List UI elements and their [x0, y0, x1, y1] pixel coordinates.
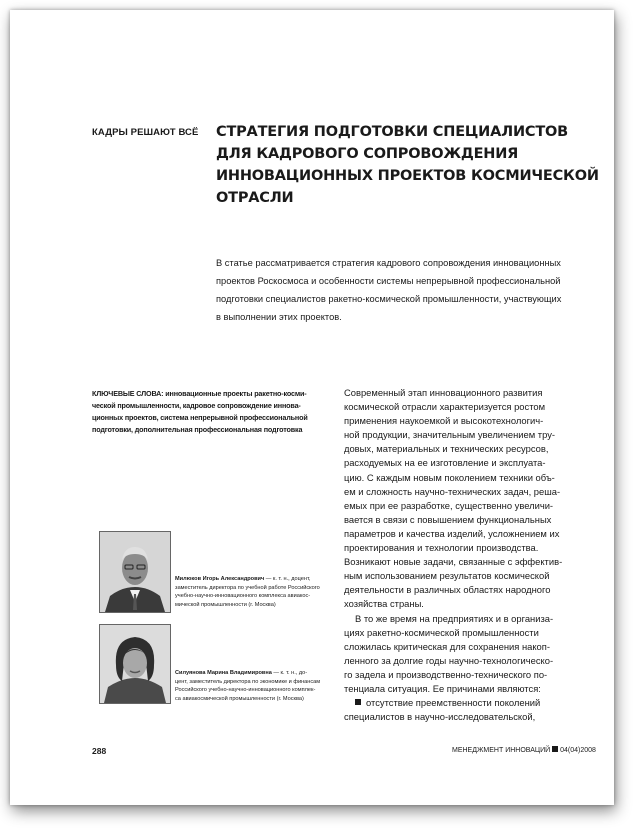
body-line: Возникают новые задачи, связанные с эффектив- [344, 556, 563, 568]
man-portrait-icon [100, 532, 170, 612]
bullet-text: отсутствие преемственности поколений [366, 697, 541, 709]
abstract-line: в выполнении этих проектов. [216, 312, 342, 322]
square-bullet-icon [355, 699, 361, 705]
body-line: проектирования и технологии производства. [344, 542, 539, 554]
title-line: ОТРАСЛИ [216, 190, 294, 206]
body-line: ленного за долгие годы научно-технологическо- [344, 654, 554, 666]
body-line: циях ракетно-космической промышленности [344, 626, 539, 638]
body-line: космической отрасли характеризуется ростом [344, 401, 546, 413]
body-line: расходуемых на ее изготовление и эксплуата- [344, 457, 546, 469]
abstract-line: В статье рассматривается стратегия кадрового сопровождения инновационных [216, 258, 561, 268]
title-line: ДЛЯ КАДРОВОГО СОПРОВОЖДЕНИЯ [216, 146, 519, 162]
author-bio [175, 575, 335, 609]
article-title [216, 121, 599, 209]
author-bio-line: Российского учебно-научно-инновационного комплек- [175, 687, 316, 693]
journal-page [10, 10, 614, 805]
author-photo [99, 624, 171, 704]
author-name: Силуянова Марина Владимировна [175, 670, 272, 676]
body-line: ем и сложность научно-технических задач, реша- [344, 485, 561, 497]
journal-name: МЕНЕДЖМЕНТ ИННОВАЦИЙ [452, 747, 551, 754]
square-separator-icon [552, 746, 558, 752]
author-bio [175, 669, 335, 703]
journal-footer [452, 746, 596, 754]
title-line: ИННОВАЦИОННЫХ ПРОЕКТОВ КОСМИЧЕСКОЙ [216, 168, 599, 184]
body-line: хозяйства страны. [344, 598, 424, 610]
author-degree: — к. т. н., до- [271, 670, 308, 676]
bullet-item [344, 696, 604, 710]
body-line: Современный этап инновационного развития [344, 387, 543, 398]
author-bio-line [175, 575, 335, 584]
keywords-line: ческой промышленности, кадровое сопровождение иннова- [92, 401, 301, 410]
body-line: сложилась критическая для сохранения накоп- [344, 640, 550, 652]
author-name: Милюков Игорь Александрович [175, 576, 265, 582]
section-label: КАДРЫ РЕШАЮТ ВСЁ [92, 127, 199, 138]
body-line: ным использованием результатов космической [344, 570, 550, 582]
body-line: тенциала ситуация. Ее причинами являются: [344, 682, 541, 694]
abstract-line: подготовки специалистов ракетно-космической промышленности, участвующих [216, 294, 562, 304]
body-line: вается в связи с повышением функциональных [344, 513, 552, 525]
author-bio-line: учебно-научно-инновационного комплекса авиакос- [175, 593, 311, 599]
abstract-line: проектов Роскосмоса и особенности системы непрерывной профессиональной [216, 276, 561, 286]
body-line: довых, материальных и технических ресурсов, [344, 443, 549, 455]
author-photo [99, 531, 171, 613]
body-text [344, 386, 604, 724]
journal-issue: 04(04)2008 [560, 747, 596, 754]
keywords-line: подготовки, дополнительная профессиональная подготовка [92, 425, 303, 434]
body-line: применения наукоемкой и высокотехнологич- [344, 415, 544, 427]
author-bio-line: мической промышленности (г. Москва) [175, 601, 276, 608]
author-bio-line: заместитель директора по учебной работе Российского [175, 584, 320, 591]
body-line: цию. С каждым новым поколением техники объ- [344, 471, 555, 483]
author-bio-line [175, 669, 335, 678]
body-line: го задела и производственно-технического по- [344, 668, 548, 680]
keywords-block [92, 388, 332, 436]
author-degree: — к. т. н., доцент, [264, 576, 311, 582]
body-line: емых при ее разработке, существенно увеличи- [344, 499, 554, 511]
woman-portrait-icon [100, 625, 170, 703]
keywords-line: ционных проектов, система непрерывной профессиональной [92, 413, 308, 422]
body-line: В то же время на предприятиях и в организа- [355, 612, 554, 624]
author-bio-line: са авиакосмической промышленности (г. Москва) [175, 695, 304, 702]
abstract [216, 254, 596, 326]
title-line: СТРАТЕГИЯ ПОДГОТОВКИ СПЕЦИАЛИСТОВ [216, 124, 568, 140]
page-number: 288 [92, 746, 107, 756]
body-line: ной продукции, значительным увеличением тру- [344, 429, 556, 441]
author-bio-line: цент, заместитель директора по экономике и финансам [175, 678, 321, 685]
body-line: специалистов в научно-исследовательской, [344, 711, 536, 723]
keywords-line: КЛЮЧЕВЫЕ СЛОВА: инновационные проекты ракетно-косми- [92, 389, 307, 398]
body-line: параметров и качества изделий, усложнением их [344, 527, 560, 539]
body-line: деятельности в различных областях народного [344, 584, 551, 596]
